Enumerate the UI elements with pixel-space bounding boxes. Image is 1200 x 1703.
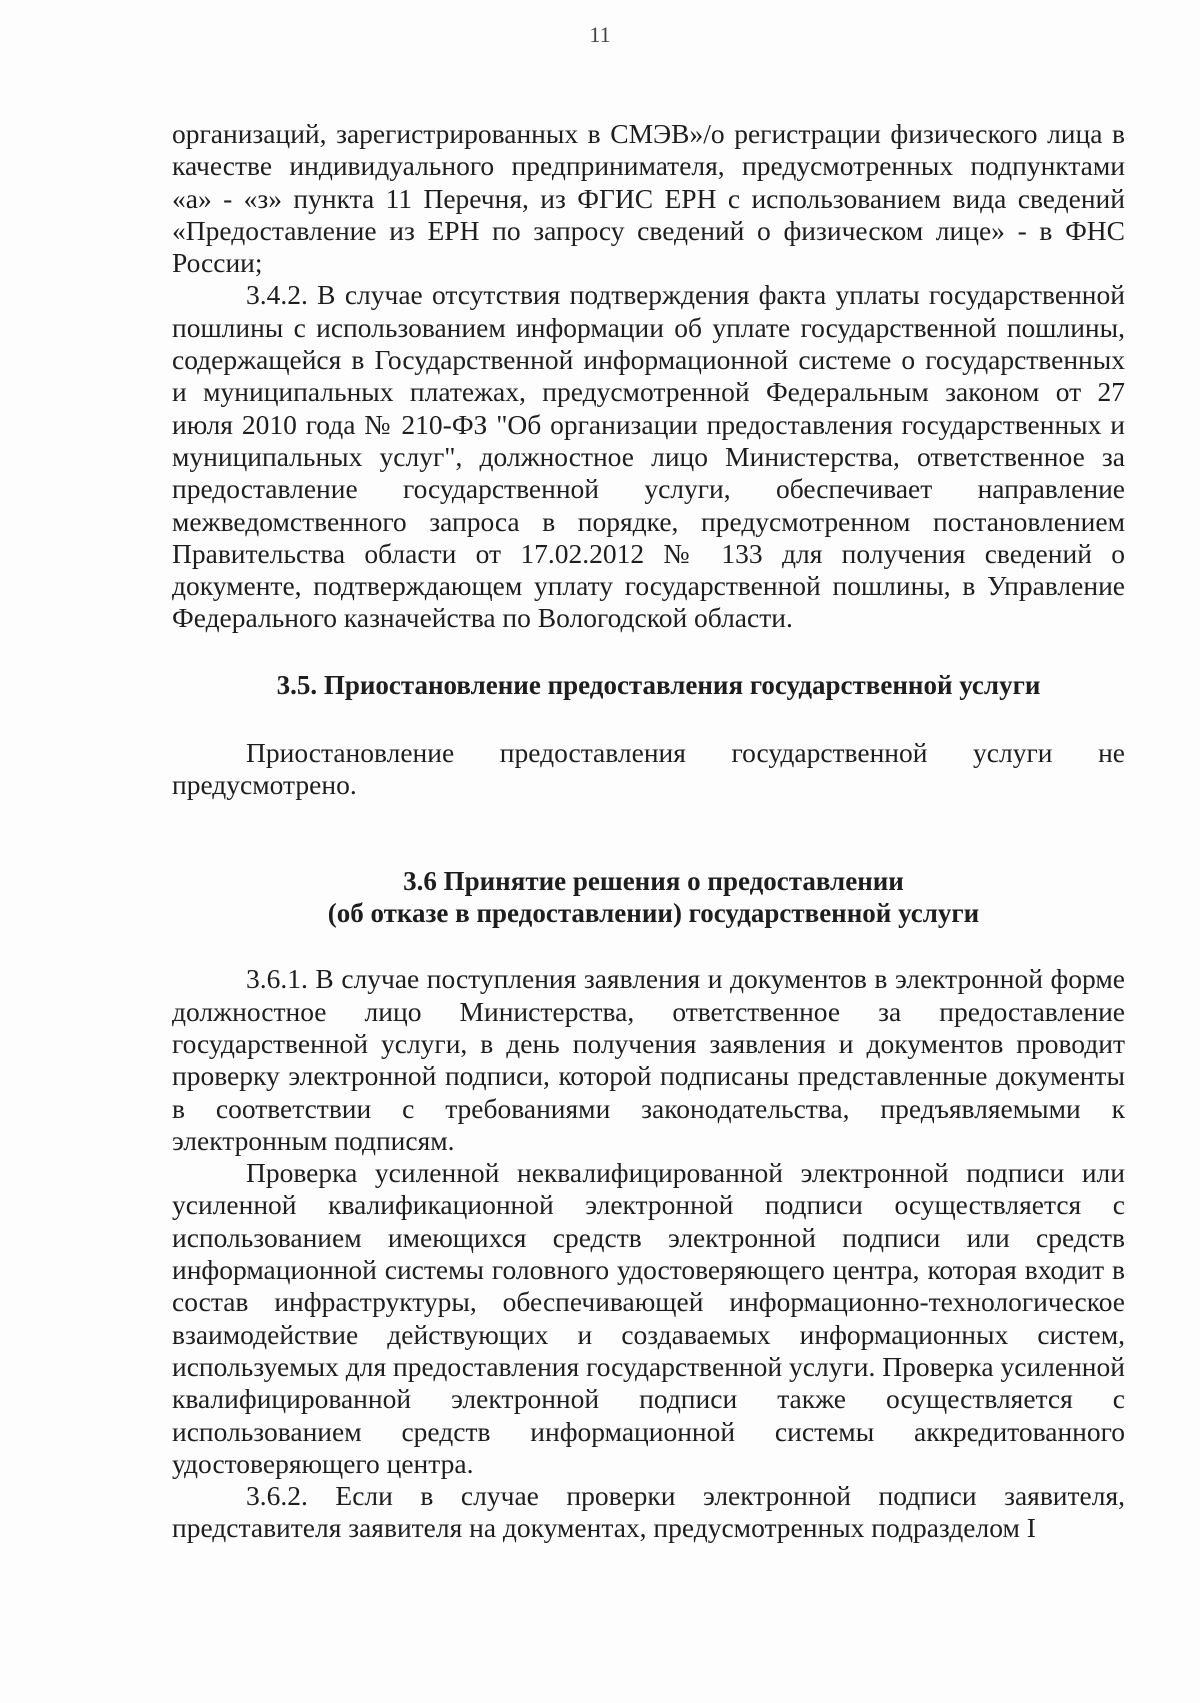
- paragraph-signature-check: Проверка усиленной неквалифицированной электронной подписи или усиленной квалификационной электронной подписи осуществляется с использованием имеющихся средств электронной подписи или средств информационной системы головного удостоверяющего центра, которая входит в состав инфраструктуры, обеспечивающей информационно-технологическое взаимодействие действующих и создаваемых информационных систем, используемых для предоставления государственной услуги. Проверка усиленной квалифицированной электронной подписи также осуществляется с использованием средств информационной системы аккредитованного удостоверяющего центра.: [172, 1157, 1125, 1479]
- section-3-6-heading-line1: 3.6 Принятие решения о предоставлении: [403, 866, 904, 897]
- paragraph-continuation: организаций, зарегистрированных в СМЭВ»/о регистрации физического лица в качестве индивидуального предпринимателя, предусмотренных подпунктами «а» - «з» пункта 11 Перечня, из ФГИС ЕРН с использованием вида сведений «Предоставление из ЕРН по запросу сведений о физическом лице» - в ФНС России;: [172, 118, 1125, 279]
- page-number: 11: [589, 22, 611, 47]
- paragraph-3-6-2: 3.6.2. Если в случае проверки электронной подписи заявителя, представителя заявителя на документах, предусмотренных подразделом I: [172, 1480, 1125, 1544]
- document-body: [172, 118, 1125, 1545]
- paragraph-3-4-2: 3.4.2. В случае отсутствия подтверждения факта уплаты государственной пошлины с использованием информации об уплате государственной пошлины, содержащейся в Государственной информационной системе о государственных и муниципальных платежах, предусмотренной Федеральным законом от 27 июля 2010 года № 210-ФЗ "Об организации предоставления государственных и муниципальных услуг", должностное лицо Министерства, ответственное за предоставление государственной услуги, обеспечивает направление межведомственного запроса в порядке, предусмотренном постановлением Правительства области от 17.02.2012 № 133 для получения сведений о документе, подтверждающем уплату государственной пошлины, в Управление Федерального казначейства по Вологодской области.: [172, 279, 1125, 634]
- section-3-6-heading: [172, 865, 1125, 929]
- section-3-5-heading: 3.5. Приостановление предоставления государственной услуги: [276, 669, 1041, 700]
- section-3-5-text: Приостановление предоставления государственной услуги не предусмотрено.: [172, 736, 1125, 801]
- section-3-6-heading-line2: (об отказе в предоставлении) государственной услуги: [327, 898, 980, 929]
- paragraph-3-6-1: 3.6.1. В случае поступления заявления и документов в электронной форме должностное лицо Министерства, ответственное за предоставление государственной услуги, в день получения заявления и документов проводит проверку электронной подписи, которой подписаны представленные документы в соответствии с требованиями законодательства, предъявляемыми к электронным подписям.: [172, 963, 1125, 1156]
